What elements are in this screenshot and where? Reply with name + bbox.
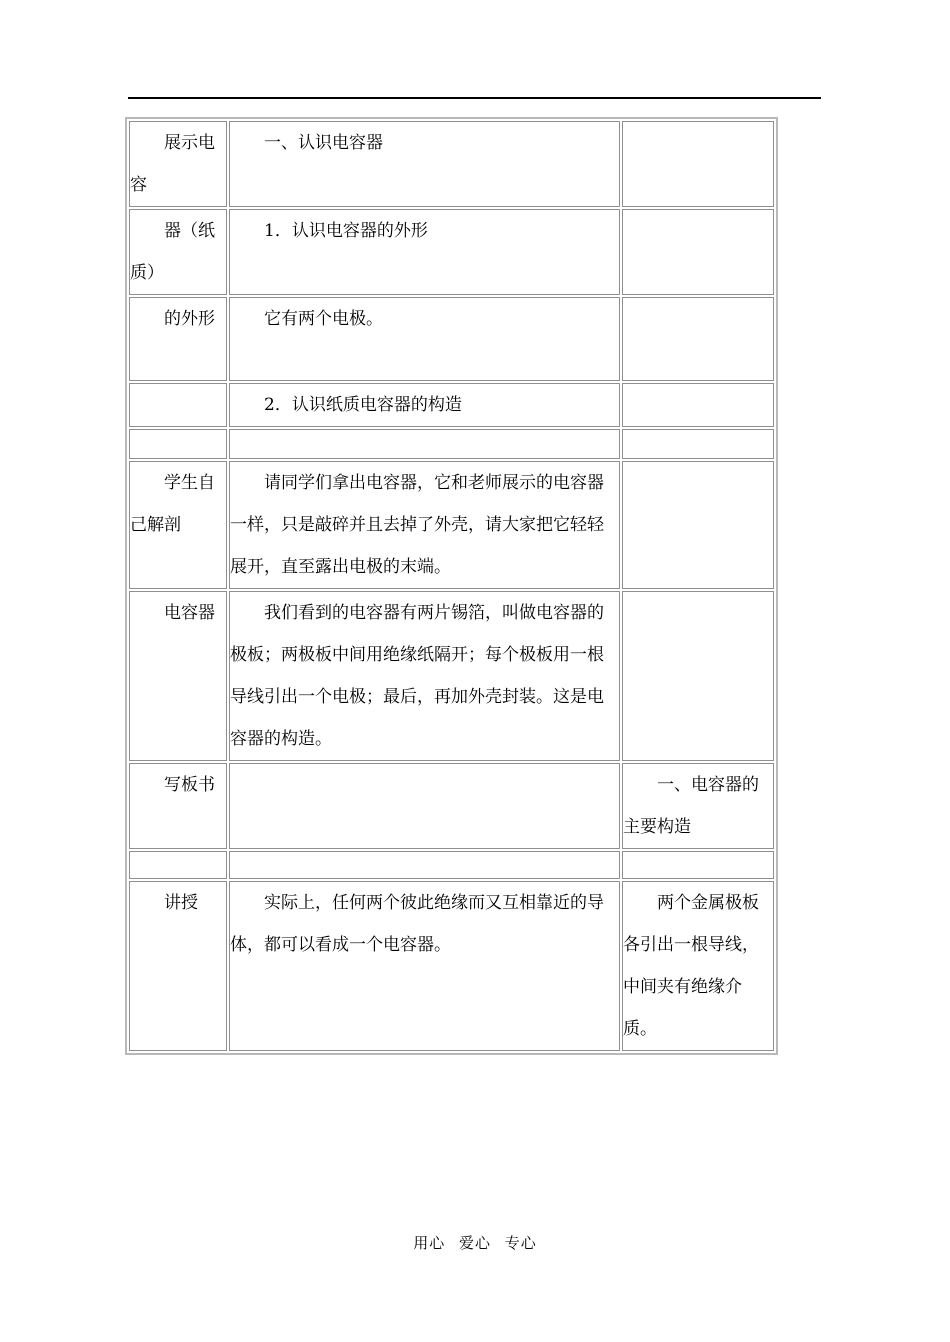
table-row xyxy=(129,763,774,849)
table-cell-step: 展示电容 xyxy=(129,121,227,207)
table-row xyxy=(129,591,774,761)
footer-text-3: 专心 xyxy=(504,1234,537,1252)
table-row xyxy=(129,851,774,879)
table-cell-step: 器（纸质） xyxy=(129,209,227,295)
footer-text-2: 爱心 xyxy=(458,1234,491,1252)
table-cell-content: 一、认识电容器 xyxy=(229,121,620,207)
lesson-table xyxy=(125,117,778,1055)
header-rule xyxy=(128,97,821,99)
table-cell-step xyxy=(129,851,227,879)
table-cell-content: 1．认识电容器的外形 xyxy=(229,209,620,295)
table-cell-content xyxy=(229,763,620,849)
table-cell-step xyxy=(129,383,227,427)
table-cell-note: 一、电容器的主要构造 xyxy=(622,763,774,849)
table-row xyxy=(129,881,774,1051)
table-cell-note xyxy=(622,461,774,589)
table-cell-note xyxy=(622,591,774,761)
table-cell-content: 2．认识纸质电容器的构造 xyxy=(229,383,620,427)
table-cell-step: 学生自己解剖 xyxy=(129,461,227,589)
table-row xyxy=(129,383,774,427)
table-cell-step: 讲授 xyxy=(129,881,227,1051)
table-row xyxy=(129,121,774,207)
table-row xyxy=(129,429,774,459)
table-cell-content xyxy=(229,429,620,459)
table-row xyxy=(129,209,774,295)
table-cell-note xyxy=(622,851,774,879)
page-footer xyxy=(0,1232,950,1253)
table-cell-step: 写板书 xyxy=(129,763,227,849)
table-cell-note xyxy=(622,383,774,427)
table-cell-note: 两个金属极板各引出一根导线，中间夹有绝缘介质。 xyxy=(622,881,774,1051)
table-cell-note xyxy=(622,297,774,381)
table-cell-content: 我们看到的电容器有两片锡箔，叫做电容器的极板；两极板中间用绝缘纸隔开；每个极板用一根导线引出一个电极；最后，再加外壳封装。这是电容器的构造。 xyxy=(229,591,620,761)
table-cell-step: 的外形 xyxy=(129,297,227,381)
table-row xyxy=(129,461,774,589)
table-cell-content xyxy=(229,851,620,879)
table-cell-content: 请同学们拿出电容器，它和老师展示的电容器一样，只是敲碎并且去掉了外壳，请大家把它轻轻展开，直至露出电极的末端。 xyxy=(229,461,620,589)
table-row xyxy=(129,297,774,381)
table-cell-step xyxy=(129,429,227,459)
table-cell-note xyxy=(622,429,774,459)
table-cell-note xyxy=(622,121,774,207)
table-cell-step: 电容器 xyxy=(129,591,227,761)
table-cell-content: 实际上，任何两个彼此绝缘而又互相靠近的导体，都可以看成一个电容器。 xyxy=(229,881,620,1051)
table-cell-note xyxy=(622,209,774,295)
table-cell-content: 它有两个电极。 xyxy=(229,297,620,381)
footer-text-1: 用心 xyxy=(413,1234,446,1252)
